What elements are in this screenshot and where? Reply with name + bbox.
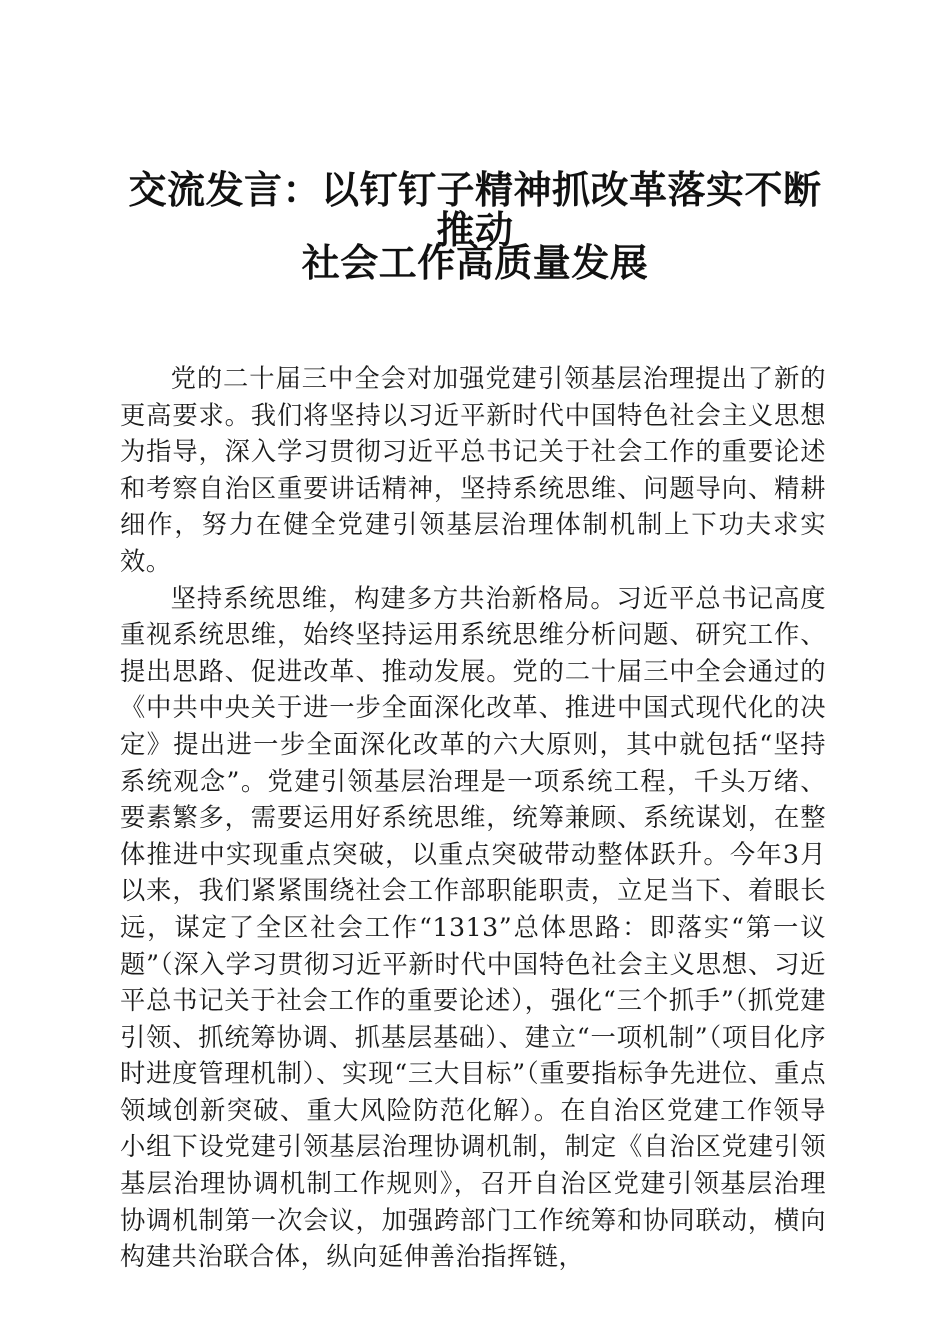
paragraph-intro: 党的二十届三中全会对加强党建引领基层治理提出了新的更高要求。我们将坚持以习近平新时代中国特色社会主义思想为指导，深入学习贯彻习近平总书记关于社会工作的重要论述和考察自治区重要讲话精神，坚持系统思维、问题导向、精耕细作，努力在健全党建引领基层治理体制机制上下功夫求实效。 [120,364,826,576]
document-title-line-2: 社会工作高质量发展 [301,240,649,285]
paragraph-systems-thinking: 坚持系统思维，构建多方共治新格局。习近平总书记高度重视系统思维，始终坚持运用系统思维分析问题、研究工作、提出思路、促进改革、推动发展。党的二十届三中全会通过的《中共中央关于进一步全面深化改革、推进中国式现代化的决定》提出进一步全面深化改革的六大原则，其中就包括“坚持系统观念”。党建引领基层治理是一项系统工程，千头万绪、要素繁多，需要运用好系统思维，统筹兼顾、系统谋划，在整体推进中实现重点突破，以重点突破带动整体跃升。今年3月以来，我们紧紧围绕社会工作部职能职责，立足当下、着眼长远，谋定了全区社会工作“1313”总体思路：即落实“第一议题”（深入学习贯彻习近平新时代中国特色社会主义思想、习近平总书记关于社会工作的重要论述），强化“三个抓手”（抓党建引领、抓统筹协调、抓基层基础）、建立“一项机制”（项目化序时进度管理机制）、实现“三大目标”（重要指标争先进位、重点领域创新突破、重大风险防范化解）。在自治区党建工作领导小组下设党建引领基层治理协调机制，制定《自治区党建引领基层治理协调机制工作规则》，召开自治区党建引领基层治理协调机制第一次会议，加强跨部门工作统筹和协同联动，横向构建共治联合体，纵向延伸善治指挥链， [120,583,826,1272]
document-body [120,361,826,1276]
document-title-line-1: 交流发言：以钉钉子精神抓改革落实不断推动 [128,167,822,252]
